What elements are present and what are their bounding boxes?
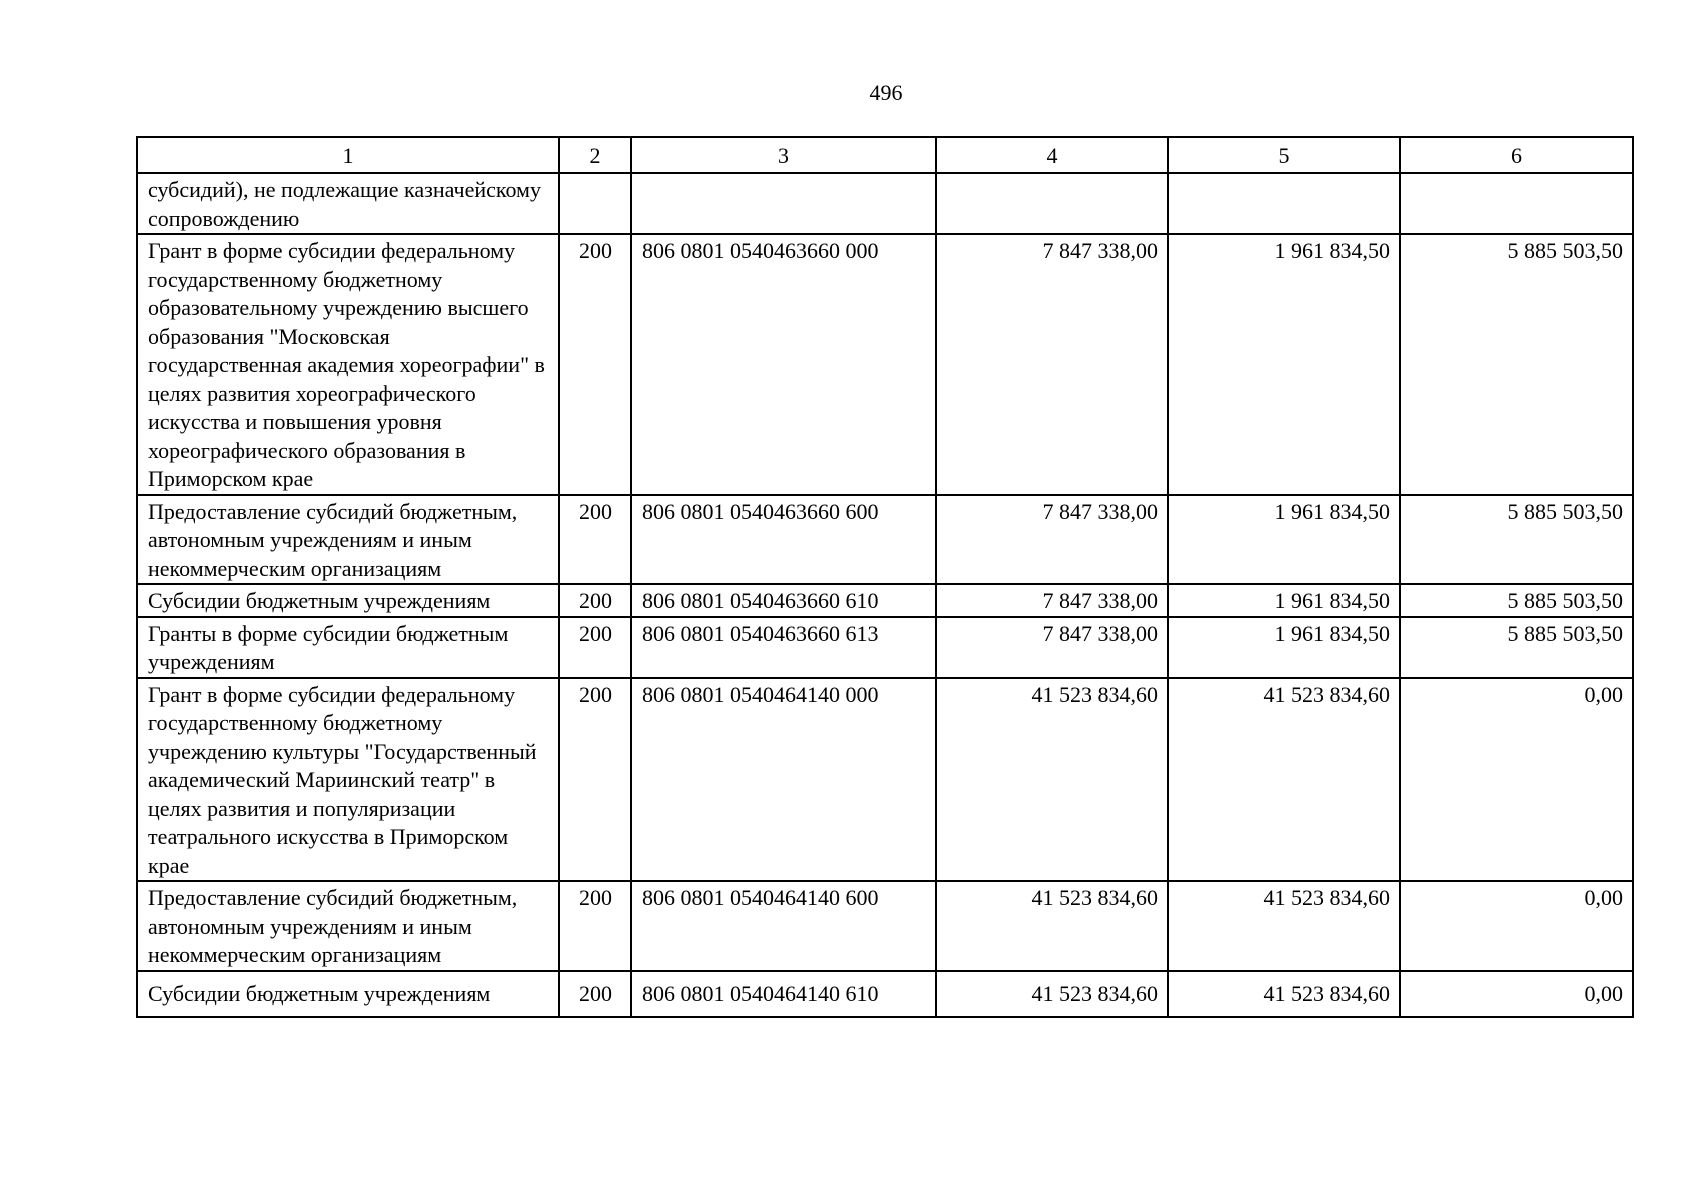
row-amount-col4-cell: 7 847 338,00 bbox=[936, 234, 1168, 495]
row-amount-col5-cell: 41 523 834,60 bbox=[1168, 678, 1400, 882]
row-amount-col6-cell: 0,00 bbox=[1400, 881, 1633, 971]
column-header-6: 6 bbox=[1400, 137, 1633, 173]
row-amount-col6-cell bbox=[1400, 173, 1633, 234]
row-amount-col5-cell: 1 961 834,50 bbox=[1168, 495, 1400, 585]
table-row bbox=[137, 584, 1633, 617]
table-row bbox=[137, 495, 1633, 585]
row-amount-col6-cell: 5 885 503,50 bbox=[1400, 495, 1633, 585]
column-header-1: 1 bbox=[137, 137, 559, 173]
row-code-cell: 200 bbox=[559, 584, 631, 617]
budget-table bbox=[136, 136, 1634, 1018]
row-code-cell: 200 bbox=[559, 234, 631, 495]
row-code-cell: 200 bbox=[559, 617, 631, 678]
row-amount-col6-cell: 5 885 503,50 bbox=[1400, 584, 1633, 617]
column-header-2: 2 bbox=[559, 137, 631, 173]
row-kbk-cell: 806 0801 0540463660 610 bbox=[631, 584, 936, 617]
row-name-cell: Гранты в форме субсидии бюджетным учреждениям bbox=[137, 617, 559, 678]
row-name-cell: Грант в форме субсидии федеральному государственному бюджетному учреждению культуры "Государственный академический Мариинский театр" в целях развития и популяризации театрального искусства в Приморском крае bbox=[137, 678, 559, 882]
row-kbk-cell: 806 0801 0540464140 000 bbox=[631, 678, 936, 882]
column-header-4: 4 bbox=[936, 137, 1168, 173]
row-code-cell: 200 bbox=[559, 678, 631, 882]
row-amount-col4-cell: 41 523 834,60 bbox=[936, 881, 1168, 971]
table-row bbox=[137, 971, 1633, 1018]
row-code-cell: 200 bbox=[559, 971, 631, 1018]
row-amount-col6-cell: 5 885 503,50 bbox=[1400, 234, 1633, 495]
page-number: 496 bbox=[869, 80, 903, 105]
row-amount-col5-cell: 41 523 834,60 bbox=[1168, 971, 1400, 1018]
row-kbk-cell: 806 0801 0540463660 600 bbox=[631, 495, 936, 585]
row-name-cell: субсидий), не подлежащие казначейскому сопровождению bbox=[137, 173, 559, 234]
row-amount-col5-cell: 1 961 834,50 bbox=[1168, 617, 1400, 678]
row-name-cell: Предоставление субсидий бюджетным, автономным учреждениям и иным некоммерческим организациям bbox=[137, 881, 559, 971]
table-row bbox=[137, 617, 1633, 678]
row-kbk-cell: 806 0801 0540463660 000 bbox=[631, 234, 936, 495]
row-amount-col5-cell bbox=[1168, 173, 1400, 234]
row-amount-col5-cell: 41 523 834,60 bbox=[1168, 881, 1400, 971]
row-kbk-cell: 806 0801 0540464140 600 bbox=[631, 881, 936, 971]
row-amount-col6-cell: 5 885 503,50 bbox=[1400, 617, 1633, 678]
table-header-row bbox=[137, 137, 1633, 173]
row-amount-col4-cell: 7 847 338,00 bbox=[936, 584, 1168, 617]
row-code-cell: 200 bbox=[559, 881, 631, 971]
row-amount-col4-cell: 7 847 338,00 bbox=[936, 617, 1168, 678]
row-code-cell bbox=[559, 173, 631, 234]
row-name-cell: Субсидии бюджетным учреждениям bbox=[137, 971, 559, 1018]
table-row bbox=[137, 881, 1633, 971]
column-header-3: 3 bbox=[631, 137, 936, 173]
row-code-cell: 200 bbox=[559, 495, 631, 585]
row-kbk-cell: 806 0801 0540463660 613 bbox=[631, 617, 936, 678]
table-row bbox=[137, 234, 1633, 495]
table-row bbox=[137, 173, 1633, 234]
row-name-cell: Грант в форме субсидии федеральному государственному бюджетному образовательному учреждению высшего образования "Московская государственная академия хореографии" в целях развития хореографического искусства и повышения уровня хореографического образования в Приморском крае bbox=[137, 234, 559, 495]
table-row bbox=[137, 678, 1633, 882]
row-amount-col4-cell: 41 523 834,60 bbox=[936, 971, 1168, 1018]
column-header-5: 5 bbox=[1168, 137, 1400, 173]
row-amount-col5-cell: 1 961 834,50 bbox=[1168, 234, 1400, 495]
row-amount-col4-cell: 7 847 338,00 bbox=[936, 495, 1168, 585]
row-name-cell: Субсидии бюджетным учреждениям bbox=[137, 584, 559, 617]
row-amount-col5-cell: 1 961 834,50 bbox=[1168, 584, 1400, 617]
row-amount-col4-cell: 41 523 834,60 bbox=[936, 678, 1168, 882]
row-kbk-cell: 806 0801 0540464140 610 bbox=[631, 971, 936, 1018]
row-amount-col6-cell: 0,00 bbox=[1400, 971, 1633, 1018]
row-kbk-cell bbox=[631, 173, 936, 234]
row-amount-col6-cell: 0,00 bbox=[1400, 678, 1633, 882]
row-amount-col4-cell bbox=[936, 173, 1168, 234]
row-name-cell: Предоставление субсидий бюджетным, автономным учреждениям и иным некоммерческим организациям bbox=[137, 495, 559, 585]
